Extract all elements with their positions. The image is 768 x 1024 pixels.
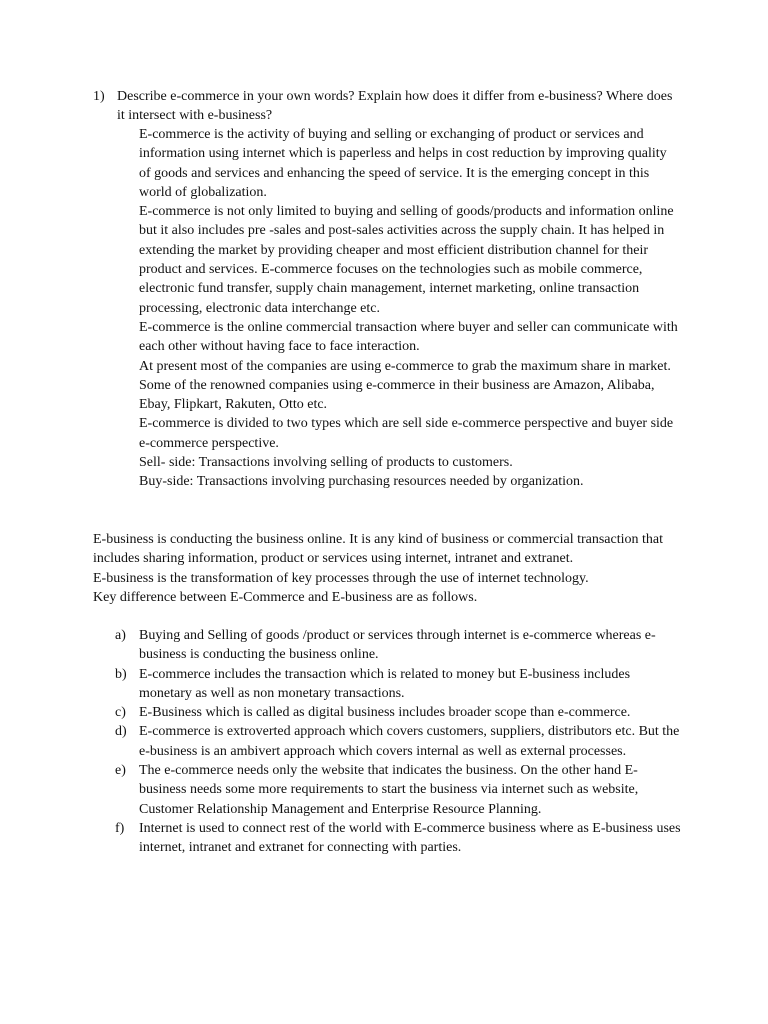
answer-paragraph: At present most of the companies are using e-commerce to grab the maximum share in market. [139, 358, 671, 374]
ebusiness-block [93, 530, 673, 607]
list-item [93, 665, 683, 704]
list-item-text: E-commerce includes the transaction which is related to money but E-business includes monetary as well as non monetary transactions. [139, 666, 631, 701]
list-marker: d) [115, 724, 127, 740]
list-marker: a) [115, 628, 126, 643]
answer-paragraph: E-commerce is the activity of buying and selling or exchanging of product or services and information using internet which is paperless and helps in cost reduction by improving quality of goods and services and enhancing the speed of service. It is the emerging concept in this world of globalization. [139, 127, 667, 200]
list-item-text: E-commerce is extroverted approach which covers customers, suppliers, distributors etc. But the e-business is an ambivert approach which covers internal as well as external processes. [139, 724, 680, 759]
question-number: 1) [93, 89, 105, 104]
answer-paragraph: Buy-side: Transactions involving purchasing resources needed by organization. [139, 474, 584, 490]
answer-paragraph: E-commerce is divided to two types which are sell side e-commerce perspective and buyer side e-commerce perspective. [139, 416, 674, 451]
ebusiness-paragraph: E-business is conducting the business online. It is any kind of business or commercial transaction that includes sharing information, product or services using internet, intranet and extranet. [93, 532, 664, 567]
ebusiness-paragraph: E-business is the transformation of key processes through the use of internet technology. [93, 570, 589, 586]
list-marker: b) [115, 666, 127, 682]
list-item-text: Internet is used to connect rest of the world with E-commerce business where as E-business uses internet, intranet and extranet for connecting with parties. [139, 820, 681, 856]
list-item-text: Buying and Selling of goods /product or services through internet is e-commerce whereas e-business is conducting the business online. [139, 628, 656, 663]
answer-paragraph: E-commerce is not only limited to buying and selling of goods/products and information online but it also includes pre -sales and post-sales activities across the supply chain. It has helped in extending the market by providing cheaper and most efficient distribution channel for their product and services. E-commerce focuses on the technologies such as mobile commerce, electronic fund transfer, supply chain management, internet marketing, online transaction processing, electronic data interchange etc. [139, 204, 674, 316]
list-item [93, 703, 683, 722]
answer-paragraph: E-commerce is the online commercial transaction where buyer and seller can communicate with each other without having face to face interaction. [139, 319, 678, 355]
answer-block [139, 125, 679, 492]
answer-paragraph: Sell- side: Transactions involving selling of products to customers. [139, 455, 513, 471]
differences-list [93, 626, 683, 858]
list-marker: f) [115, 820, 125, 836]
list-marker: e) [115, 763, 126, 779]
question-1 [93, 87, 693, 126]
list-item-text: E-Business which is called as digital business includes broader scope than e-commerce. [139, 705, 631, 721]
list-item-text: The e-commerce needs only the website that indicates the business. On the other hand E-business needs some more requirements to start the business via internet such as website, Customer Relationship Management and Enterprise Resource Planning. [139, 763, 639, 817]
list-item [93, 722, 683, 761]
question-text: Describe e-commerce in your own words? Explain how does it differ from e-business? Where does it intersect with e-business? [117, 89, 673, 124]
list-item [93, 761, 683, 819]
list-item [93, 626, 683, 665]
ebusiness-paragraph: Key difference between E-Commerce and E-business are as follows. [93, 589, 478, 605]
list-marker: c) [115, 705, 126, 721]
list-item [93, 819, 683, 858]
answer-paragraph: Some of the renowned companies using e-commerce in their business are Amazon, Alibaba, Ebay, Flipkart, Rakuten, Otto etc. [139, 377, 655, 413]
